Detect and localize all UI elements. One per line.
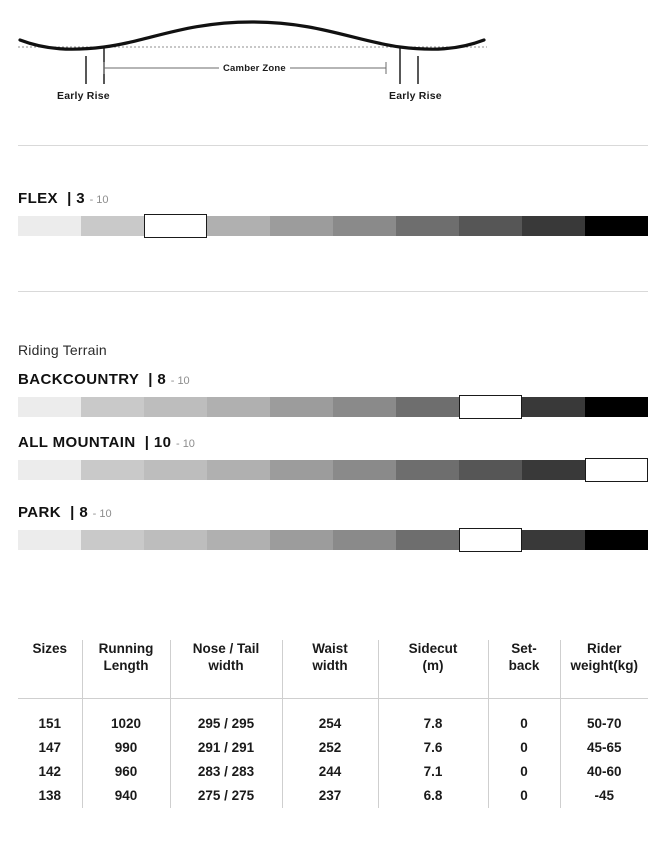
sizes-table-header-cell: Running Length [82,640,170,676]
rating-all-mountain-bar [18,460,648,480]
bar-segment [522,460,585,480]
rating-all-mountain-title: ALL MOUNTAIN | 10 - 10 [18,434,195,451]
bar-segment [270,216,333,236]
table-cell: 0 [488,760,560,784]
table-cell: 252 [282,736,378,760]
bar-segment [522,397,585,417]
table-cell: 0 [488,736,560,760]
table-cell: 254 [282,712,378,736]
table-cell: 6.8 [378,784,488,808]
bar-segment [396,530,459,550]
table-cell: 960 [82,760,170,784]
sizes-table-header-divider [18,676,648,698]
sizes-table-header-cell: Waist width [282,640,378,676]
table-cell: 40-60 [560,760,648,784]
bar-segment [333,397,396,417]
bar-segment [522,216,585,236]
table-cell: 940 [82,784,170,808]
rating-backcountry-score: 8 [157,371,167,388]
table-cell: -45 [560,784,648,808]
bar-segment [333,216,396,236]
rating-backcountry [18,371,648,417]
table-cell: 990 [82,736,170,760]
sizes-table-header-cell: Sizes [32,641,68,656]
sizes-table [18,640,648,808]
table-cell: 1020 [82,712,170,736]
early-rise-label-right: Early Rise [389,90,442,102]
rating-flex-bar [18,216,648,236]
bar-segment [333,530,396,550]
divider-cell [82,676,170,698]
sizes-table-body [18,676,648,808]
table-row [18,712,648,736]
bar-segment [585,397,648,417]
spacer-cell [378,698,488,712]
divider-top [18,145,648,146]
divider-cell [18,676,82,698]
bar-segment [270,397,333,417]
table-cell: 147 [38,740,62,755]
rating-flex-score: 3 [76,190,85,207]
table-row [18,736,648,760]
rating-backcountry-bar [18,397,648,417]
bar-segment [207,530,270,550]
spacer-cell [82,698,170,712]
table-cell: 0 [488,784,560,808]
bar-segment [396,216,459,236]
table-cell: 295 / 295 [170,712,282,736]
table-cell: 45-65 [560,736,648,760]
bar-segment [144,530,207,550]
bar-segment [396,397,459,417]
camber-profile-diagram [0,0,666,120]
rating-all-mountain-name: ALL MOUNTAIN [18,434,136,451]
bar-segment [81,530,144,550]
rating-flex [18,190,648,236]
sizes-table-spacer-row [18,698,648,712]
bar-segment [459,216,522,236]
spacer-cell [488,698,560,712]
bar-segment [207,397,270,417]
rating-park [18,504,648,550]
rating-all-mountain-max: - 10 [175,438,195,450]
table-row [18,760,648,784]
rating-park-title: PARK | 8 - 10 [18,504,112,521]
bar-segment [144,460,207,480]
board-profile-curve [20,22,484,49]
divider-cell [378,676,488,698]
bar-segment [333,460,396,480]
rating-backcountry-title: BACKCOUNTRY | 8 - 10 [18,371,190,388]
table-cell: 7.6 [378,736,488,760]
divider-middle [18,291,648,292]
camber-zone-label: Camber Zone [219,63,290,74]
rating-flex-name: FLEX [18,190,58,207]
bar-value-marker [585,458,648,482]
table-cell: 7.8 [378,712,488,736]
bar-segment [18,530,81,550]
rating-flex-title: FLEX | 3 - 10 [18,190,109,207]
table-cell: 151 [38,716,62,731]
rating-flex-max: - 10 [89,194,109,206]
rating-all-mountain [18,434,648,480]
bar-segment [81,216,144,236]
bar-segment [585,530,648,550]
bar-segment [522,530,585,550]
bar-segment [81,397,144,417]
table-cell: 138 [38,788,62,803]
rating-park-name: PARK [18,504,61,521]
spacer-cell [560,698,648,712]
bar-value-marker [144,214,207,238]
bar-segment [459,460,522,480]
bar-segment [585,216,648,236]
divider-cell [488,676,560,698]
sizes-table-head [18,640,648,676]
table-cell: 0 [488,712,560,736]
divider-cell [560,676,648,698]
bar-segment [18,397,81,417]
bar-segment [270,460,333,480]
bar-value-marker [459,528,522,552]
rating-park-score: 8 [79,504,89,521]
sizes-table-header-cell: Sidecut (m) [378,640,488,676]
riding-terrain-heading: Riding Terrain [18,342,107,358]
table-cell: 291 / 291 [170,736,282,760]
table-cell: 50-70 [560,712,648,736]
sizes-table-wrap [18,640,648,808]
bar-segment [207,216,270,236]
table-cell: 7.1 [378,760,488,784]
sizes-table-header-cell: Rider weight(kg) [560,640,648,676]
divider-cell [282,676,378,698]
early-rise-label-left: Early Rise [57,90,110,102]
sizes-table-header-cell: Set- back [488,640,560,676]
bar-value-marker [459,395,522,419]
table-cell: 244 [282,760,378,784]
bar-segment [18,460,81,480]
divider-cell [170,676,282,698]
spacer-cell [170,698,282,712]
bar-segment [396,460,459,480]
bar-segment [18,216,81,236]
spacer-cell [18,698,82,712]
table-cell: 237 [282,784,378,808]
sizes-table-header-cell: Nose / Tail width [170,640,282,676]
rating-backcountry-max: - 10 [170,375,190,387]
bar-segment [81,460,144,480]
rating-backcountry-name: BACKCOUNTRY [18,371,140,388]
spacer-cell [282,698,378,712]
camber-profile-svg [0,0,666,120]
rating-all-mountain-score: 10 [153,434,172,451]
bar-segment [144,397,207,417]
rating-park-max: - 10 [92,508,112,520]
table-cell: 142 [38,764,62,779]
table-cell: 283 / 283 [170,760,282,784]
table-row [18,784,648,808]
bar-segment [207,460,270,480]
sizes-table-header-row [18,640,648,676]
bar-segment [270,530,333,550]
table-cell: 275 / 275 [170,784,282,808]
rating-park-bar [18,530,648,550]
